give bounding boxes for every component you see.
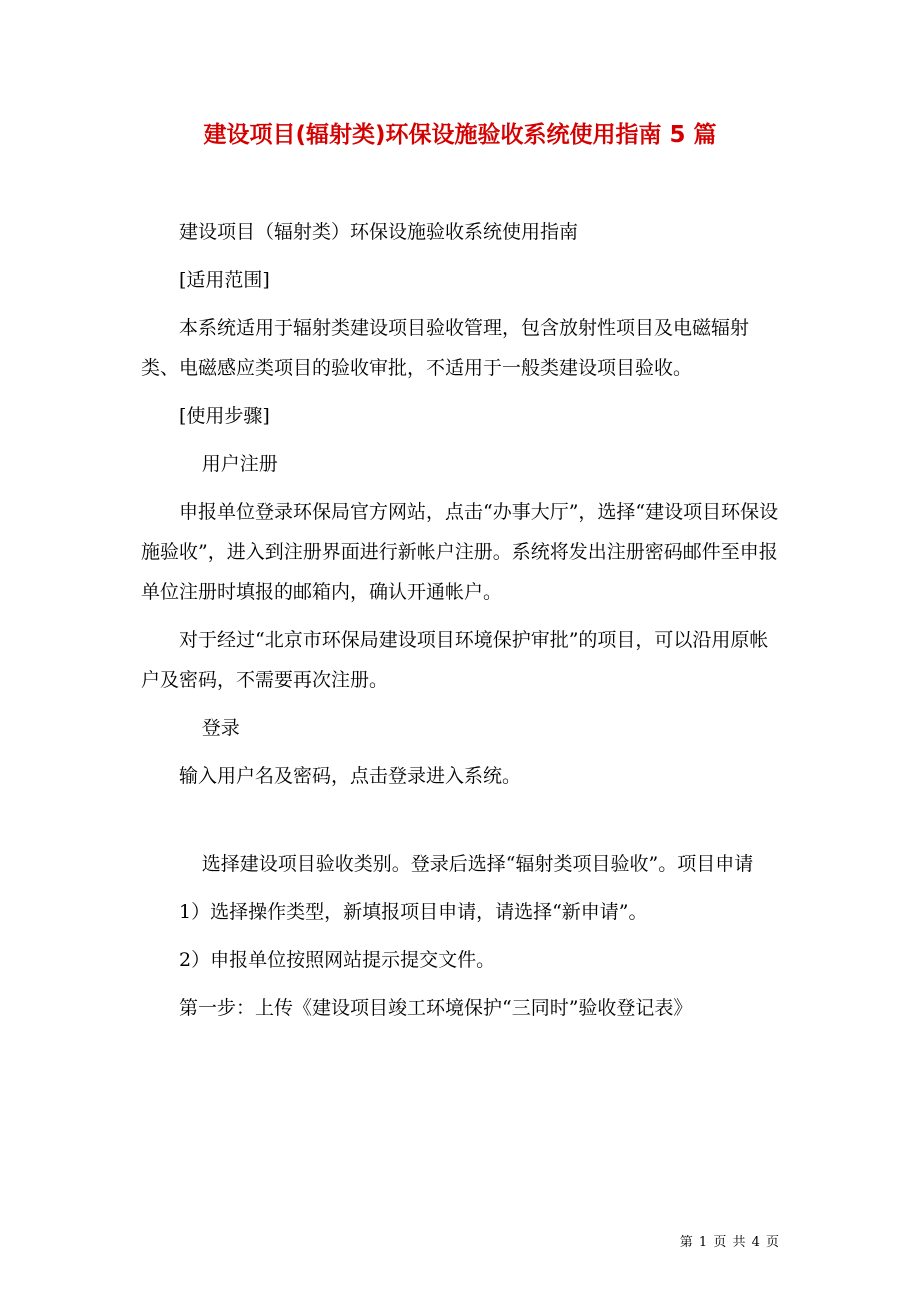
list-item: 2）申报单位按照网站提示提交文件。 xyxy=(179,949,496,971)
register-paragraph: 申报单位登录环保局官方网站，点击“办事大厅”，选择“建设项目环保设施验收”，进入到注册界面进行新帐户注册。系统将发出注册密码邮件至申报单位注册时填报的邮箱内，确认开通帐户。 xyxy=(141,501,779,603)
step-heading-register: 用户注册 xyxy=(201,453,278,475)
document-title: 建设项目(辐射类)环保设施验收系统使用指南 5 篇 xyxy=(203,122,717,148)
select-category-paragraph: 选择建设项目验收类别。登录后选择“辐射类项目验收”。项目申请 xyxy=(201,853,754,875)
scope-paragraph: 本系统适用于辐射类建设项目验收管理，包含放射性项目及电磁辐射类、电磁感应类项目的验收审批，不适用于一般类建设项目验收。 xyxy=(141,317,750,379)
login-paragraph: 输入用户名及密码，点击登录进入系统。 xyxy=(179,765,522,787)
section-heading-steps: [使用步骤] xyxy=(179,405,270,427)
document-body xyxy=(141,212,781,1036)
paragraph-gap xyxy=(141,804,781,844)
section-heading-scope: [适用范围] xyxy=(179,269,270,291)
list-item: 1）选择操作类型，新填报项目申请，请选择“新申请”。 xyxy=(179,901,648,923)
subtitle-paragraph: 建设项目（辐射类）环保设施验收系统使用指南 xyxy=(179,221,579,243)
existing-account-paragraph: 对于经过“北京市环保局建设项目环境保护审批”的项目，可以沿用原帐户及密码，不需要再次注册。 xyxy=(141,629,769,691)
page-number-footer: 第 1 页 共 4 页 xyxy=(679,1235,780,1250)
step-one-paragraph: 第一步：上传《建设项目竣工环境保护“三同时”验收登记表》 xyxy=(179,997,693,1019)
step-heading-login: 登录 xyxy=(201,717,240,739)
